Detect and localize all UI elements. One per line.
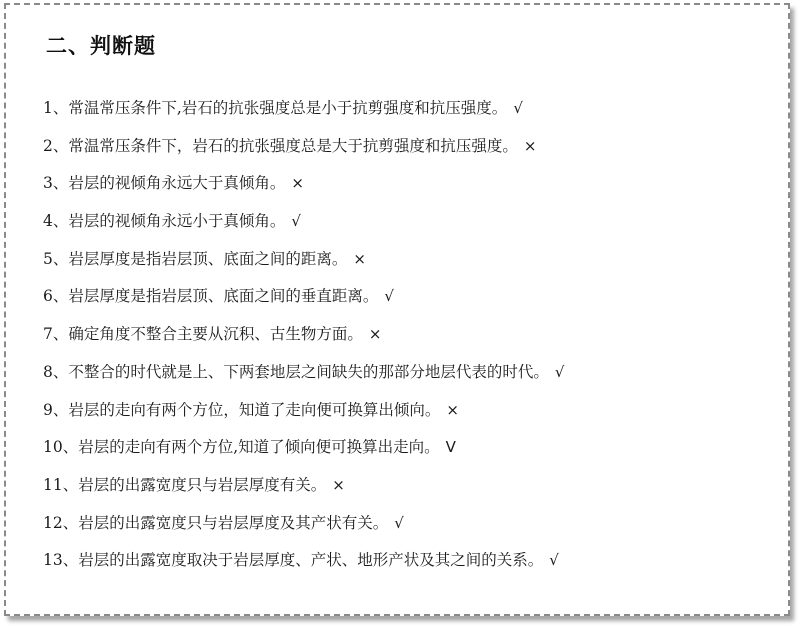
- question-text: 岩层厚度是指岩层顶、底面之间的距离。: [68, 249, 348, 268]
- question-text: 确定角度不整合主要从沉积、古生物方面。: [68, 325, 363, 344]
- question-item: [43, 470, 564, 508]
- question-text: 不整合的时代就是上、下两套地层之间缺失的那部分地层代表的时代。: [68, 362, 549, 381]
- question-text: 常温常压条件下,岩石的抗张强度总是小于抗剪强度和抗压强度。: [68, 99, 508, 117]
- question-item: [43, 281, 564, 319]
- answer-mark: √: [291, 212, 301, 231]
- question-number: 2、: [43, 136, 69, 155]
- question-item: [43, 357, 564, 395]
- question-text: 岩层的出露宽度只与岩层厚度及其产状有关。: [78, 513, 389, 532]
- question-item: [43, 93, 564, 131]
- answer-mark: ×: [291, 174, 304, 193]
- question-item: [43, 395, 564, 433]
- question-text: 岩层的走向有两个方位，知道了走向便可换算出倾向。: [68, 400, 441, 419]
- question-number: 13、: [43, 551, 79, 570]
- question-item: [43, 206, 564, 244]
- question-number: 11、: [43, 475, 79, 494]
- question-text: 常温常压条件下，岩石的抗张强度总是大于抗剪强度和抗压强度。: [68, 136, 518, 155]
- answer-mark: √: [384, 287, 394, 306]
- question-text: 岩层的视倾角永远小于真倾角。: [68, 212, 286, 231]
- question-number: 8、: [43, 362, 69, 381]
- answer-mark: ×: [368, 325, 382, 344]
- question-number: 4、: [43, 212, 69, 231]
- question-list: [43, 93, 564, 583]
- question-number: 7、: [43, 325, 69, 344]
- question-item: [43, 244, 564, 282]
- question-item: [43, 131, 564, 169]
- question-number: 1、: [43, 99, 69, 117]
- question-item: [43, 168, 564, 206]
- question-text: 岩层的走向有两个方位,知道了倾向便可换算出走向。: [78, 438, 440, 457]
- question-number: 3、: [43, 174, 69, 193]
- question-number: 5、: [43, 249, 69, 268]
- question-text: 岩层的出露宽度取决于岩层厚度、产状、地形产状及其之间的关系。: [78, 551, 544, 570]
- answer-mark: √: [554, 362, 565, 381]
- question-item: [43, 319, 564, 357]
- question-item: [43, 432, 564, 470]
- section-heading: 二、判断题: [46, 33, 156, 58]
- answer-mark: ×: [523, 136, 537, 155]
- question-item: [43, 545, 564, 583]
- answer-mark: ×: [332, 475, 345, 494]
- answer-mark: √: [394, 513, 404, 532]
- answer-mark: ×: [353, 249, 366, 268]
- question-number: 10、: [43, 438, 79, 457]
- question-number: 6、: [43, 287, 69, 306]
- answer-mark: V: [445, 438, 456, 457]
- question-number: 9、: [43, 400, 69, 419]
- question-number: 12、: [43, 513, 79, 532]
- answer-mark: √: [549, 551, 559, 570]
- question-item: [43, 508, 564, 546]
- question-text: 岩层厚度是指岩层顶、底面之间的垂直距离。: [68, 287, 379, 306]
- answer-mark: √: [513, 99, 523, 117]
- question-text: 岩层的视倾角永远大于真倾角。: [68, 174, 286, 193]
- question-text: 岩层的出露宽度只与岩层厚度有关。: [78, 475, 327, 494]
- answer-mark: ×: [446, 400, 459, 419]
